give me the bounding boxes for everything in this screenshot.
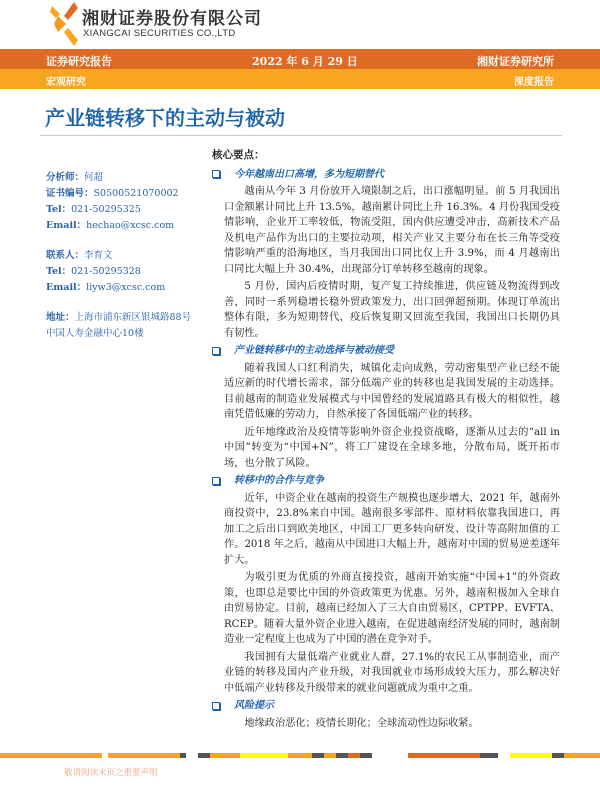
report-kind: 深度报告 (514, 77, 554, 88)
paragraph: 随着我国人口红利消失，城镇化走向成熟，劳动密集型产业已经不能适应新的时代增长需求，部分低端产业的转移也是我国发展的主动选择。目前越南的制造业发展模式与中国曾经的发展道路具有极大的相似性，越南凭借低廉的劳动力，自然承接了各国低端产业的转移。 (224, 362, 560, 420)
report-header-bar (0, 49, 600, 69)
section-heading (212, 167, 560, 183)
paragraph: 近年，中资企业在越南的投资生产规模也逐步增大，2021 年，越南外商投资中，23.8%来自中国。越南很多零部件、原材料依靠我国进口，再加工之后出口到欧美地区，中国工厂更多转向研发、设计等高附加值的工作。2018 年之后，越南从中国进口大幅上升，越南对中国的贸易逆差逐年扩大。 (224, 492, 560, 566)
contact-tel: 021-50295328 (71, 266, 141, 277)
report-category-bar (0, 69, 600, 89)
page-title: 产业链转移下的主动与被动 (45, 106, 285, 130)
section-title: 转移中的合作与竞争 (234, 475, 324, 486)
company-name-en: XIANGCAI SECURITIES CO.,LTD (83, 28, 236, 39)
key-points-heading: 核心要点： (212, 149, 265, 161)
label: 地址： (46, 312, 75, 323)
company-name-cn: 湘财证券股份有限公司 (82, 9, 262, 29)
cert-number: S0500521070002 (93, 188, 179, 199)
paragraph: 地缘政治恶化；疫情长期化；全球流动性边际收紧。 (244, 717, 479, 729)
institute: 湘财证券研究所 (477, 55, 554, 68)
section-title: 今年越南出口高增，多为短期替代 (234, 168, 384, 180)
divider (40, 135, 562, 136)
label: Email： (46, 282, 87, 293)
section-heading (212, 698, 560, 714)
section-title: 产业链转移中的主动选择与被动接受 (234, 345, 394, 356)
label: 证书编号： (46, 188, 94, 199)
section-heading (212, 473, 560, 489)
checkbox-bullet-icon (212, 347, 220, 355)
contact-name: 李育文 (84, 250, 113, 261)
checkbox-bullet-icon (212, 477, 220, 485)
label: Email： (46, 220, 87, 231)
label: 联系人： (46, 250, 85, 261)
company-logo (50, 2, 80, 46)
footer-disclaimer: 敬请阅读末页之重要声明 (64, 768, 158, 778)
report-date: 2022 年 6 月 29 日 (252, 55, 358, 68)
paragraph: 5 月份，国内后疫情时期，复产复工持续推进，供应链及物流得到改善，同时一系列稳增长稳外贸政策发力，出口回弹超预期。体现订单流出整体有限，多为短期替代，疫后恢复期又回流至我国，我国出口长期仍具有韧性。 (224, 281, 560, 339)
section-heading (212, 343, 560, 359)
label: Tel： (46, 266, 72, 277)
contact-email[interactable]: liyw3@xcsc.com (86, 282, 166, 293)
address-line-2: 中国人寿金融中心10楼 (46, 328, 144, 339)
analyst-name: 何超 (84, 172, 104, 183)
section-title: 风险提示 (234, 700, 274, 711)
paragraph: 近年地缘政治及疫情等影响外资企业投资战略，逐渐从过去的“all in 中国”转变为“中国+N”，将工厂建设在全球多地，分散布局，既开拓市场，也分散了风险。 (224, 426, 560, 469)
label: Tel： (46, 204, 72, 215)
checkbox-bullet-icon (212, 170, 220, 178)
contact-info (46, 170, 191, 342)
footer-stripe (0, 753, 600, 758)
checkbox-bullet-icon (212, 702, 220, 710)
address-line-1: 上海市浦东新区银城路88号 (74, 312, 192, 323)
category: 宏观研究 (46, 77, 86, 88)
report-type: 证券研究报告 (46, 55, 112, 68)
label: 分析师： (46, 172, 85, 183)
analyst-email[interactable]: hechao@xcsc.com (86, 220, 175, 231)
paragraph: 我国拥有大量低端产业就业人群，27.1%的农民工从事制造业，而产业链的转移及国内产业升级，对我国就业市场形成较大压力，那么解决好中低端产业转移及升级带来的就业问题就成为重中之重。 (224, 651, 560, 694)
analyst-tel: 021-50295325 (71, 204, 141, 215)
paragraph: 越南从今年 3 月份放开入境限制之后，出口涨幅明显。前 5 月我国出口金额累计同比上升 13.5%，越南累计同比上升 16.3%。4 月份我国受疫情影响，企业开工率较低，物流受阻，国内供应遭受冲击，高新技术产品及机电产品作为出口的主要拉动项，相关产业又主要分布在长三角等受疫情影响严重的沿海地区，当月我国出口同比仅上升 3.9%，而 4 月越南出口同比大幅上升 30.4%，出现部分订单转移至越南的现象。 (224, 186, 560, 275)
key-points (212, 148, 560, 733)
paragraph: 为吸引更为优质的外商直接投资，越南开始实施“中国+1”的外资政策，也即总是要比中国的外资政策更为优惠。另外，越南积极加入全球自由贸易协定。目前，越南已经加入了三大自由贸易区，CPTPP、EVFTA、RCEP。随着大量外资企业进入越南，在促进越南经济发展的同时，越南制造业一定程度上也成为了中国的潜在竞争对手。 (224, 572, 560, 645)
